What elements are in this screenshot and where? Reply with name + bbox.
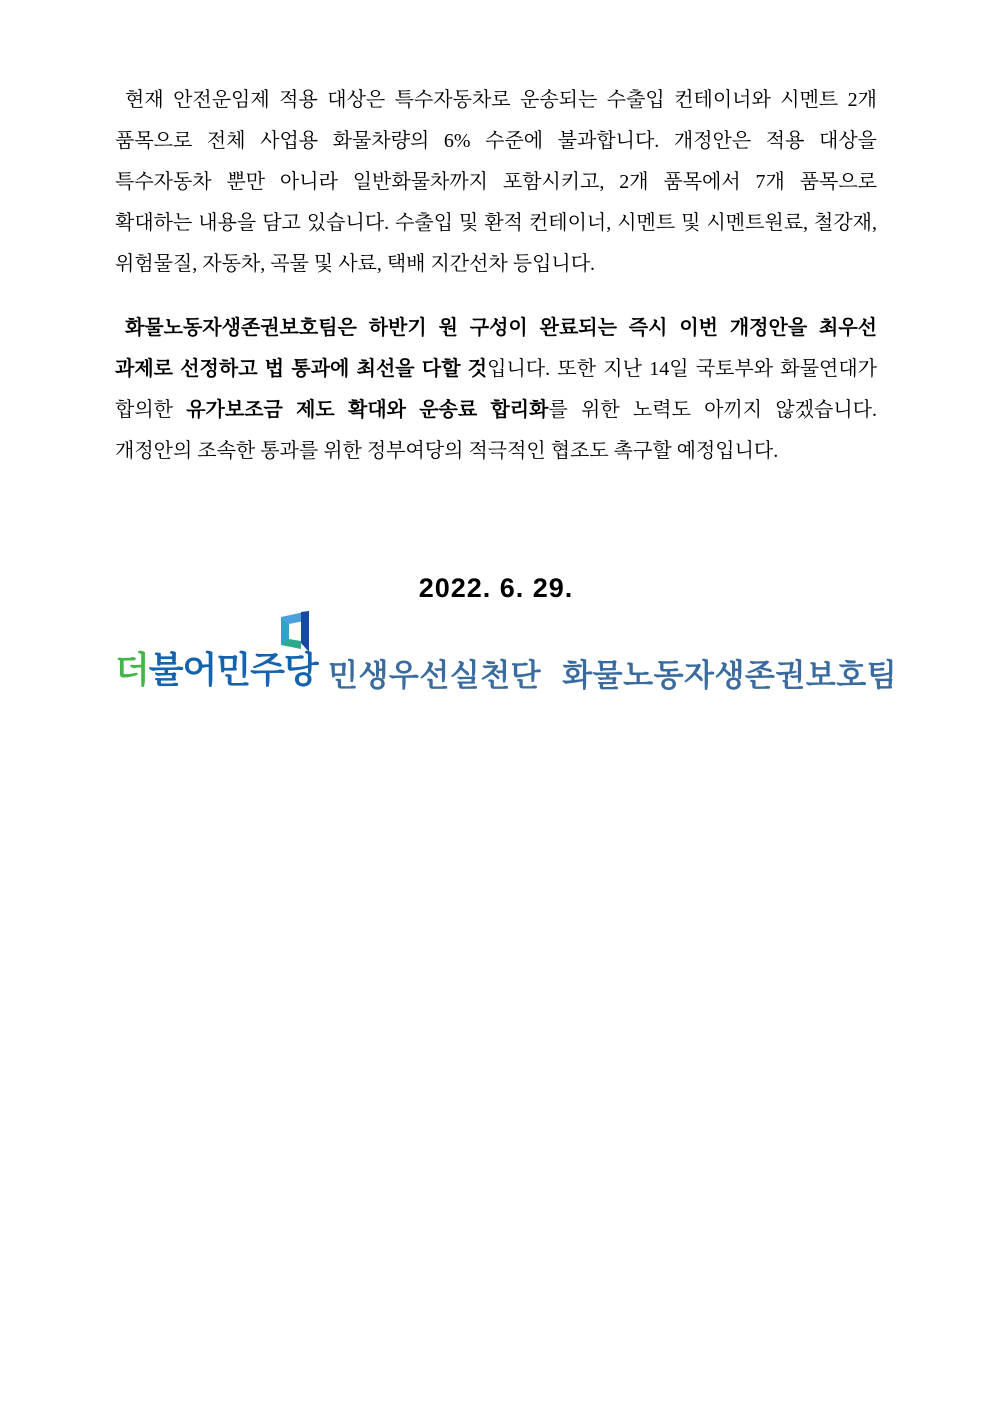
paragraph-1 [115,80,877,285]
team-name: 민생우선실천단 화물노동자생존권보호팀 [328,658,898,693]
party-logo [115,608,325,698]
paragraph-2-run-2: 입니다. 또한 지난 14일 국토부와 화물연대가 합의한 [115,358,877,421]
paragraph-1-text: 현재 안전운임제 적용 대상은 특수자동차로 운송되는 수출입 컨테이너와 시멘트 2개 품목으로 전체 사업용 화물차량의 6% 수준에 불과합니다. 개정안은 적용 대상을 특수자동차 뿐만 아니라 일반화물차까지 포함시키고, 2개 품목에서 7개 품목으로 확대하는 내용을 담고 있습니다. 수출입 및 환적 컨테이너, 시멘트 및 시멘트원료, 철강재, 위험물질, 자동차, 곡물 및 사료, 택배 지간선차 등입니다. [115,89,877,275]
paragraph-2-run-4: 를 위한 노력도 아끼지 않겠습니다. 개정안의 조속한 통과를 위한 정부여당의 적극적인 협조도 촉구할 예정입니다. [115,399,877,462]
party-name [115,642,318,693]
paragraph-2 [115,308,877,472]
party-name-rest: 불어민주당 [148,649,318,690]
date-line: 2022. 6. 29. [418,573,574,603]
paragraph-2-bold-run-1: 화물노동자생존권보호팀은 하반기 원 구성이 완료되는 즉시 이번 개정안을 최우선 과제로 선정하고 법 통과에 최선을 다할 것 [115,317,877,380]
brand-row [115,608,898,703]
body-text [115,80,877,472]
party-name-first-char: 더 [115,649,149,690]
paragraph-2-bold-run-3: 유가보조금 제도 확대와 운송료 합리화 [186,399,549,421]
